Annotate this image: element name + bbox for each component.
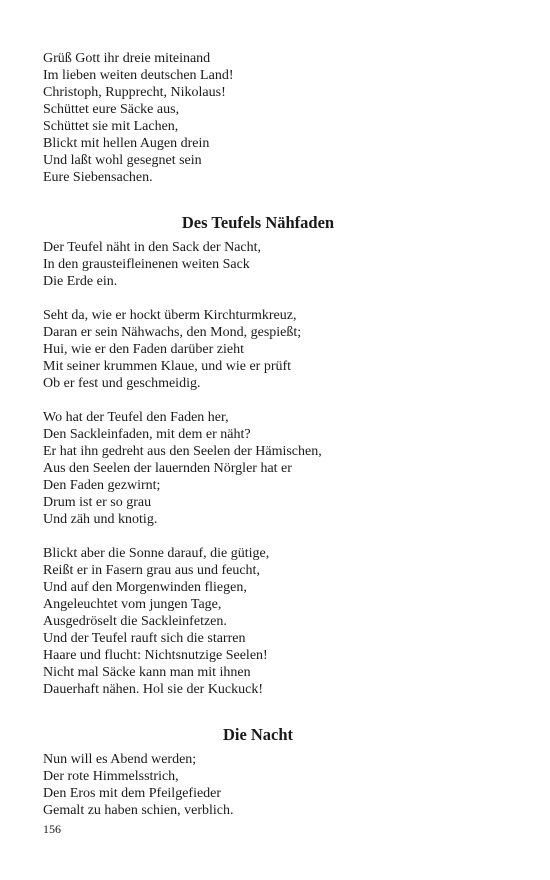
poem-line: Drum ist er so grau: [43, 495, 152, 510]
poem-line: Schüttet eure Säcke aus,: [43, 102, 180, 117]
poem-line: Daran er sein Nähwachs, den Mond, gespießt;: [43, 325, 302, 340]
poem-line: Wo hat der Teufel den Faden her,: [43, 410, 229, 425]
poem-line: Ob er fest und geschmeidig.: [43, 376, 201, 391]
poem-line: Und zäh und knotig.: [43, 512, 158, 527]
poem-line: Grüß Gott ihr dreie miteinand: [43, 51, 211, 66]
poem2-stanza-4: [43, 545, 473, 698]
poem2-stanza-3: [43, 409, 473, 528]
poem2-stanza-2: [43, 307, 473, 392]
poem-line: Und auf den Morgenwinden fliegen,: [43, 580, 247, 595]
poem2-title: Des Teufels Nähfaden: [181, 213, 335, 232]
section-gap: [43, 698, 473, 725]
book-page: [43, 50, 473, 819]
poem-line: Seht da, wie er hockt überm Kirchturmkreuz,: [43, 308, 297, 323]
poem-line: Der rote Himmelsstrich,: [43, 769, 179, 784]
stanza-gap: [43, 290, 473, 307]
poem-line: Und laßt wohl gesegnet sein: [43, 153, 202, 168]
poem-line: Schüttet sie mit Lachen,: [43, 119, 179, 134]
poem-line: Im lieben weiten deutschen Land!: [43, 68, 234, 83]
page-number: 156: [43, 822, 61, 836]
poem-line: Ausgedröselt die Sackleinfetzen.: [43, 614, 227, 629]
poem-line: Den Sackleinfaden, mit dem er näht?: [43, 427, 251, 442]
poem3-title: Die Nacht: [222, 725, 294, 744]
poem-line: Nicht mal Säcke kann man mit ihnen: [43, 665, 251, 680]
poem-line: Er hat ihn gedreht aus den Seelen der Hämischen,: [43, 444, 322, 459]
poem-line: Und der Teufel rauft sich die starren: [43, 631, 246, 646]
poem-line: Eure Siebensachen.: [43, 170, 153, 185]
poem-line: Gemalt zu haben schien, verblich.: [43, 803, 234, 818]
poem-line: Dauerhaft nähen. Hol sie der Kuckuck!: [43, 682, 264, 697]
stanza-gap: [43, 528, 473, 545]
poem3-stanza-1: [43, 751, 473, 819]
poem-line: Aus den Seelen der lauernden Nörgler hat er: [43, 461, 292, 476]
poem-line: Nun will es Abend werden;: [43, 752, 197, 767]
poem-line: In den grausteifleinenen weiten Sack: [43, 257, 250, 272]
poem-line: Blickt mit hellen Augen drein: [43, 136, 210, 151]
poem-line: Hui, wie er den Faden darüber zieht: [43, 342, 244, 357]
stanza-gap: [43, 392, 473, 409]
poem-line: Den Eros mit dem Pfeilgefieder: [43, 786, 222, 801]
poem1-stanza-1: [43, 50, 473, 186]
poem-line: Blickt aber die Sonne darauf, die gütige,: [43, 546, 270, 561]
poem-line: Der Teufel näht in den Sack der Nacht,: [43, 240, 262, 255]
poem-line: Christoph, Rupprecht, Nikolaus!: [43, 85, 226, 100]
poem-line: Den Faden gezwirnt;: [43, 478, 161, 493]
poem-line: Angeleuchtet vom jungen Tage,: [43, 597, 222, 612]
poem-line: Mit seiner krummen Klaue, und wie er prüft: [43, 359, 292, 374]
poem-line: Reißt er in Fasern grau aus und feucht,: [43, 563, 260, 578]
section-gap: [43, 186, 473, 213]
poem-line: Die Erde ein.: [43, 274, 118, 289]
poem2-stanza-1: [43, 239, 473, 290]
poem-line: Haare und flucht: Nichtsnutzige Seelen!: [43, 648, 268, 663]
